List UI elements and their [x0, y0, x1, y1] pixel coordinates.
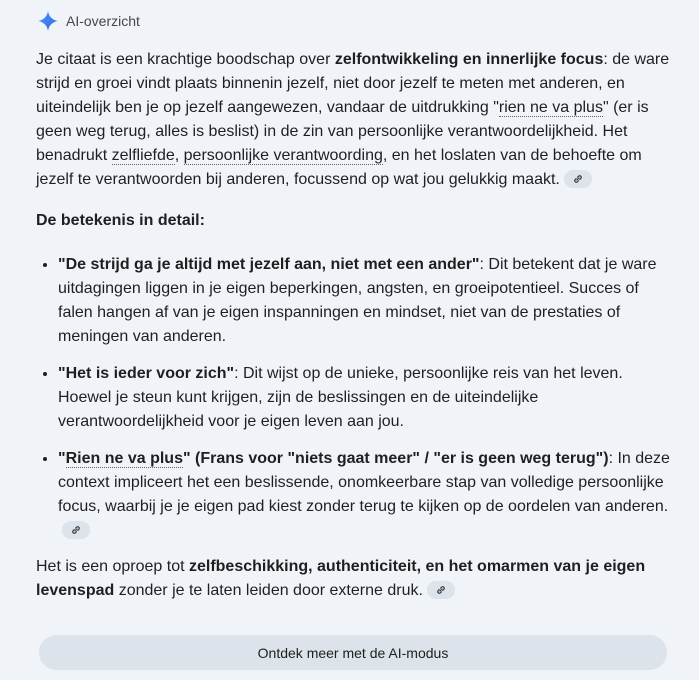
term-zelfliefde[interactable]: zelfliefde	[111, 147, 175, 164]
source-link-chip[interactable]	[564, 170, 592, 188]
intro-text-2: : de ware strijd en groei vindt plaats binnenin jezelf, niet door jezelf te meten met anderen, en uiteindelijk ben je op jezelf aangewezen, vandaar de uitdrukking "	[36, 51, 670, 116]
bullet-title: "De strijd ga je altijd met jezelf aan, niet met een ander"	[58, 256, 480, 273]
intro-text-4: ,	[174, 147, 184, 164]
link-icon	[435, 584, 447, 596]
ai-overview-header	[36, 8, 140, 34]
section-heading: De betekenis in detail:	[36, 212, 205, 229]
term-persoonlijke-verantwoording[interactable]: persoonlijke verantwoording	[183, 147, 383, 164]
closing-bold: zelfbeschikking, authenticiteit, en het omarmen van je eigen levenspad	[36, 558, 646, 599]
ai-overview-title: AI-overzicht	[66, 13, 140, 29]
link-icon	[572, 173, 584, 185]
term-rien-ne-va-plus[interactable]: rien ne va plus	[498, 99, 603, 116]
source-link-chip[interactable]	[62, 521, 90, 539]
bullet-text: : Dit wijst op de unieke, persoonlijke reis van het leven. Hoewel je steun kunt krijgen, zijn de beslissingen en de uiteindelijke verantwoordelijkheid voor je eigen leven aan jou.	[58, 365, 623, 430]
list-item	[58, 446, 675, 543]
bullet-title	[58, 450, 609, 468]
link-icon	[70, 524, 82, 536]
list-item	[58, 361, 675, 434]
bullet-text: : Dit betekent dat je ware uitdagingen liggen in je eigen beperkingen, angsten, en groeipotentieel. Succes of falen hangen af van je eigen inspanningen en mindset, niet van de prestaties of meningen van anderen.	[58, 256, 657, 345]
intro-text-5: , en het loslaten van de behoefte om jezelf te verantwoorden bij anderen, focussend op wat jou gelukkig maakt.	[36, 147, 642, 188]
intro-text-3: " (er is geen weg terug, alles is beslist) in de zin van persoonlijke verantwoordelijkheid. Het benadrukt	[36, 99, 649, 164]
detail-list	[36, 252, 675, 543]
closing-text-1: Het is een oproep tot	[36, 558, 189, 575]
gemini-sparkle-icon	[36, 9, 60, 33]
intro-paragraph	[36, 48, 675, 192]
bullet-text: : In deze context impliceert het een beslissende, onomkeerbare stap van volledige persoonlijke focus, waarbij je je eigen pad kiest zonder terug te kijken op de oordelen van anderen.	[58, 450, 670, 515]
list-item	[58, 252, 675, 349]
intro-bold-1: zelfontwikkeling en innerlijke focus	[334, 51, 604, 68]
closing-text-2: zonder je te laten leiden door externe druk.	[114, 582, 423, 599]
ai-mode-button[interactable]: Ontdek meer met de AI-modus	[39, 635, 667, 670]
intro-text-1: Je citaat is een krachtige boodschap over	[36, 51, 335, 68]
closing-paragraph	[36, 555, 675, 603]
ai-overview-content	[36, 48, 675, 603]
source-link-chip[interactable]	[427, 581, 455, 599]
term-rien-ne-va-plus-2[interactable]: Rien ne va plus	[65, 450, 183, 467]
quote-mark: "	[58, 450, 66, 467]
bullet-title-rest: " (Frans voor "niets gaat meer" / "er is geen weg terug")	[182, 450, 609, 467]
bullet-title: "Het is ieder voor zich"	[58, 365, 235, 382]
